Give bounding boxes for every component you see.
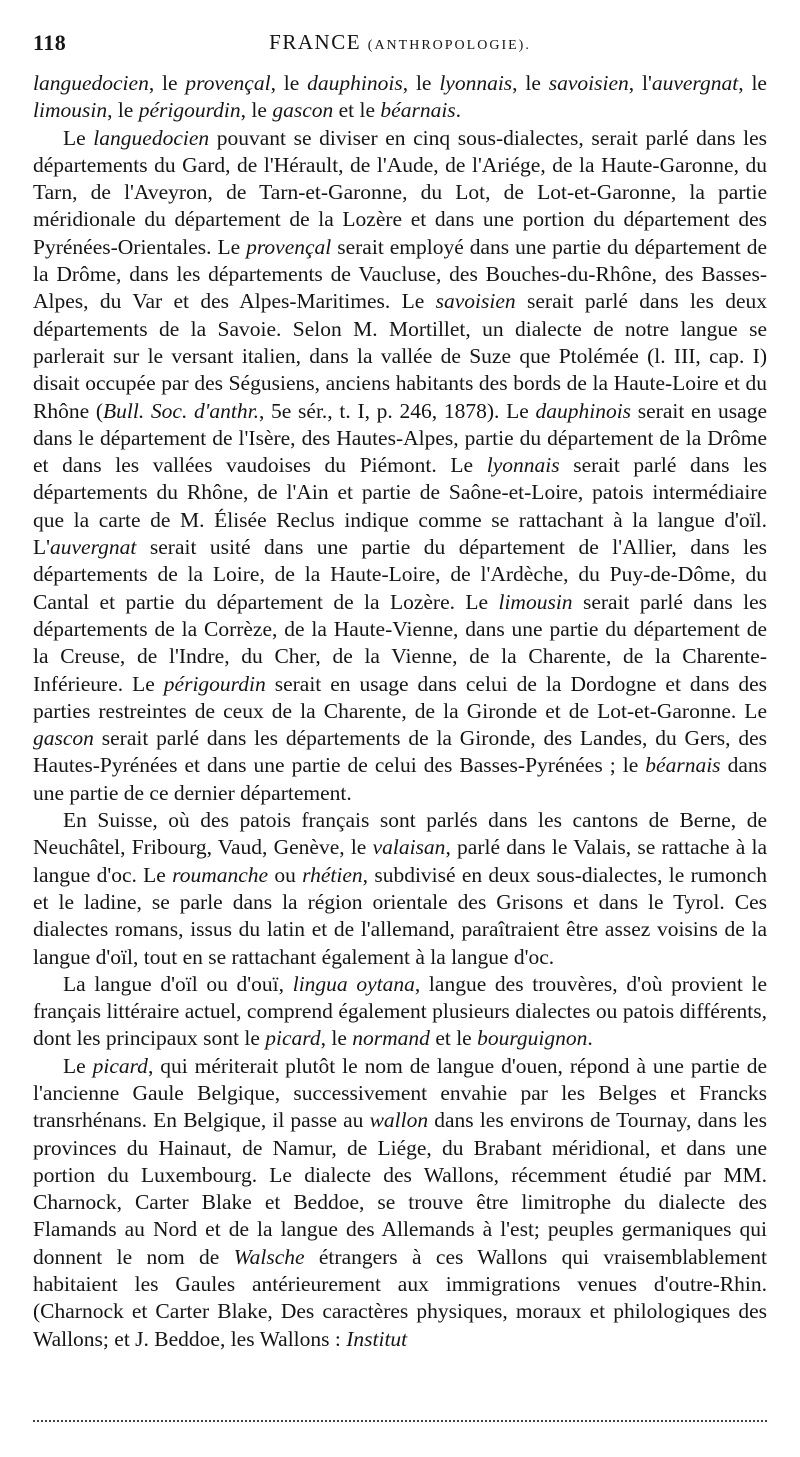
text-run: . (587, 1026, 593, 1051)
text-run: ou (268, 862, 303, 887)
text-run: Le (63, 1053, 93, 1078)
text-run: , parlé dans le Valais, se rattache à la langue d'oc. Le (33, 835, 767, 887)
italic-term: béarnais (380, 98, 456, 123)
italic-term: auvergnat (50, 535, 137, 560)
italic-term: picard (265, 1026, 321, 1051)
text-run: dans les environs de Tournay, dans les provinces du Hainaut, de Namur, de Liége, du Brabant méridional, et dans une portion du Luxembourg. Le dialecte des Wallons, récemment étudié par MM. Charnock, Carter Blake et Beddoe, se trouve être limitrophe du dialecte des Flamands au Nord et de la langue des Allemands à l'est; peuples germaniques qui donnent le nom de (33, 1108, 767, 1269)
text-run: étrangers à ces Wallons qui vraisemblablement habitaient les Gaules antérieurement aux immigrations venues d'outre-Rhin. (Charnock et Carter Blake, Des caractères physiques, moraux et philologiques des Wallons; et J. Beddoe, les Wallons : (33, 1244, 767, 1351)
text-run: serait parlé dans les deux départements de la Savoie. Selon M. Mortillet, un dialecte de notre langue se parlerait sur le versant italien, dans la vallée de Suze que Ptolémée (l. III, cap. I) disait occupée par des Ségusiens, anciens habitants des bords de la Haute-Loire et du Rhône ( (33, 289, 767, 423)
text-run: serait usité dans une partie du département de l'Allier, dans les départements de la Loire, de la Haute-Loire, de l'Ardèche, du Puy-de-Dôme, du Cantal et partie du département de la Lozère. Le (33, 535, 767, 614)
italic-term: normand (352, 1026, 430, 1051)
text-run: En Suisse, où des patois français sont parlés dans les cantons de Berne, de Neuchâtel, Fribourg, Vaud, Genève, le (33, 808, 767, 860)
running-title (33, 30, 767, 55)
italic-term: lyonnais (439, 71, 513, 95)
text-run: pouvant se diviser en cinq sous-dialectes, serait parlé dans les départements du Gard, de l'Hérault, de l'Aude, de l'Ariége, de la Haute-Garonne, du Tarn, de l'Aveyron, de Tarn-et-Garonne, du Lot, de Lot-et-Garonne, la partie méridionale du département de la Lozère et dans une portion du département des Pyrénées-Orientales. Le (33, 125, 767, 259)
paragraph (33, 971, 767, 1053)
text-run: , qui mériterait plutôt le nom de langue d'ouen, répond à une partie de l'ancienne Gaule Belgique, successivement envahie par les Belges et Francks transrhénans. En Belgique, il passe au (33, 1053, 767, 1133)
italic-term: savoisien (435, 289, 516, 314)
italic-term: savoisien (548, 71, 629, 95)
italic-term: provençal (246, 234, 332, 259)
italic-term: lingua oytana (292, 971, 415, 996)
paragraph (33, 1053, 767, 1353)
italic-term: auvergnat (651, 71, 739, 95)
italic-term: limousin (33, 98, 108, 123)
text-run: , le (738, 71, 767, 95)
italic-term: bourguignon (477, 1026, 588, 1051)
italic-term: Bull. Soc. d'anthr. (103, 398, 259, 423)
italic-term: languedocien (93, 125, 210, 150)
text-run: , subdivisé en deux sous-dialectes, le rumonch et le ladine, se parle dans la région orientale des Grisons et dans le Tyrol. Ces dialectes romans, issus du latin et de l'allemand, paraîtraient être assez voisins de la langue d'oïl, tout en se rattachant également à la langue d'oc. (33, 862, 767, 969)
italic-term: béarnais (645, 753, 721, 778)
italic-term: gascon (33, 726, 94, 751)
running-title-main: FRANCE (269, 30, 362, 54)
text-run: . (455, 98, 462, 123)
paragraph (33, 807, 767, 971)
text-run: , 5e sér., t. I, p. 246, 1878). Le (258, 398, 536, 423)
italic-term: rhétien (302, 862, 363, 887)
text-run: serait en usage dans celui de la Dordogne et dans des parties restreintes de ceux de la Charente, de la Gironde et de Lot-et-Garonne. Le (33, 671, 767, 723)
italic-term: dauphinois (535, 398, 632, 423)
text-run: , le (107, 98, 139, 123)
italic-term: provençal (185, 71, 271, 95)
italic-term: wallon (369, 1108, 429, 1133)
text-run: , le (402, 71, 440, 95)
italic-term: périgourdin (138, 98, 241, 123)
text-run: dans une partie de ce dernier département. (33, 753, 767, 805)
italic-term: lyonnais (486, 453, 560, 478)
italic-term: périgourdin (163, 671, 266, 696)
text-run: et le (429, 1026, 478, 1051)
text-run: La langue d'oïl ou d'ouï, (63, 971, 293, 996)
italic-term: Institut (346, 1326, 408, 1351)
text-run: , le (320, 1026, 353, 1051)
italic-term: gascon (272, 98, 334, 123)
text-run: , le (270, 71, 308, 95)
text-run: serait parlé dans les départements de la Gironde, des Landes, du Gers, des Hautes-Pyrénées et dans une partie de celui des Basses-Pyrénées ; le (33, 726, 767, 778)
text-run: serait employé dans une partie du département de la Drôme, dans les départements de Vaucluse, des Bouches-du-Rhône, des Basses-Alpes, du Var et des Alpes-Maritimes. Le (33, 234, 767, 314)
italic-term: limousin (498, 589, 573, 614)
italic-term: Walsche (233, 1244, 305, 1269)
text-run: , l' (628, 71, 652, 95)
text-run: , le (240, 98, 273, 123)
text-run: et le (333, 98, 381, 123)
paragraph (33, 125, 767, 807)
text-run: , langue des trouvères, d'où provient le français littéraire actuel, comprend également plusieurs dialectes ou patois différents, dont les principaux sont le (33, 971, 767, 1051)
italic-term: roumanche (172, 862, 269, 887)
text-run: serait parlé dans les départements de la Corrèze, de la Haute-Vienne, dans une partie du département de la Creuse, de l'Indre, du Cher, de la Vienne, de la Charente, de la Charente-Inférieure. Le (33, 589, 767, 696)
running-title-sub: (ANTHROPOLOGIE). (367, 38, 531, 53)
page-number: 118 (33, 30, 67, 55)
body-text (33, 70, 767, 1353)
paragraph (33, 70, 767, 125)
page-header (33, 30, 767, 60)
page-bottom-rule (33, 1420, 767, 1422)
text-run: serait parlé dans les départements du Rhône, de l'Ain et partie de Saône-et-Loire, patois intermédiaire que la carte de M. Élisée Reclus indique comme se rattachant à la langue d'oïl. L' (33, 453, 767, 560)
italic-term: dauphinois (307, 71, 403, 95)
text-run: Le (63, 125, 94, 150)
italic-term: valaisan (372, 835, 446, 860)
text-run: , le (148, 71, 186, 95)
italic-term: picard (92, 1053, 148, 1078)
text-run: serait en usage dans le département de l'Isère, des Hautes-Alpes, partie du département de la Drôme et dans les vallées vaudoises du Piémont. Le (33, 398, 767, 478)
text-run: , le (512, 71, 549, 95)
italic-term: languedocien (33, 71, 149, 95)
